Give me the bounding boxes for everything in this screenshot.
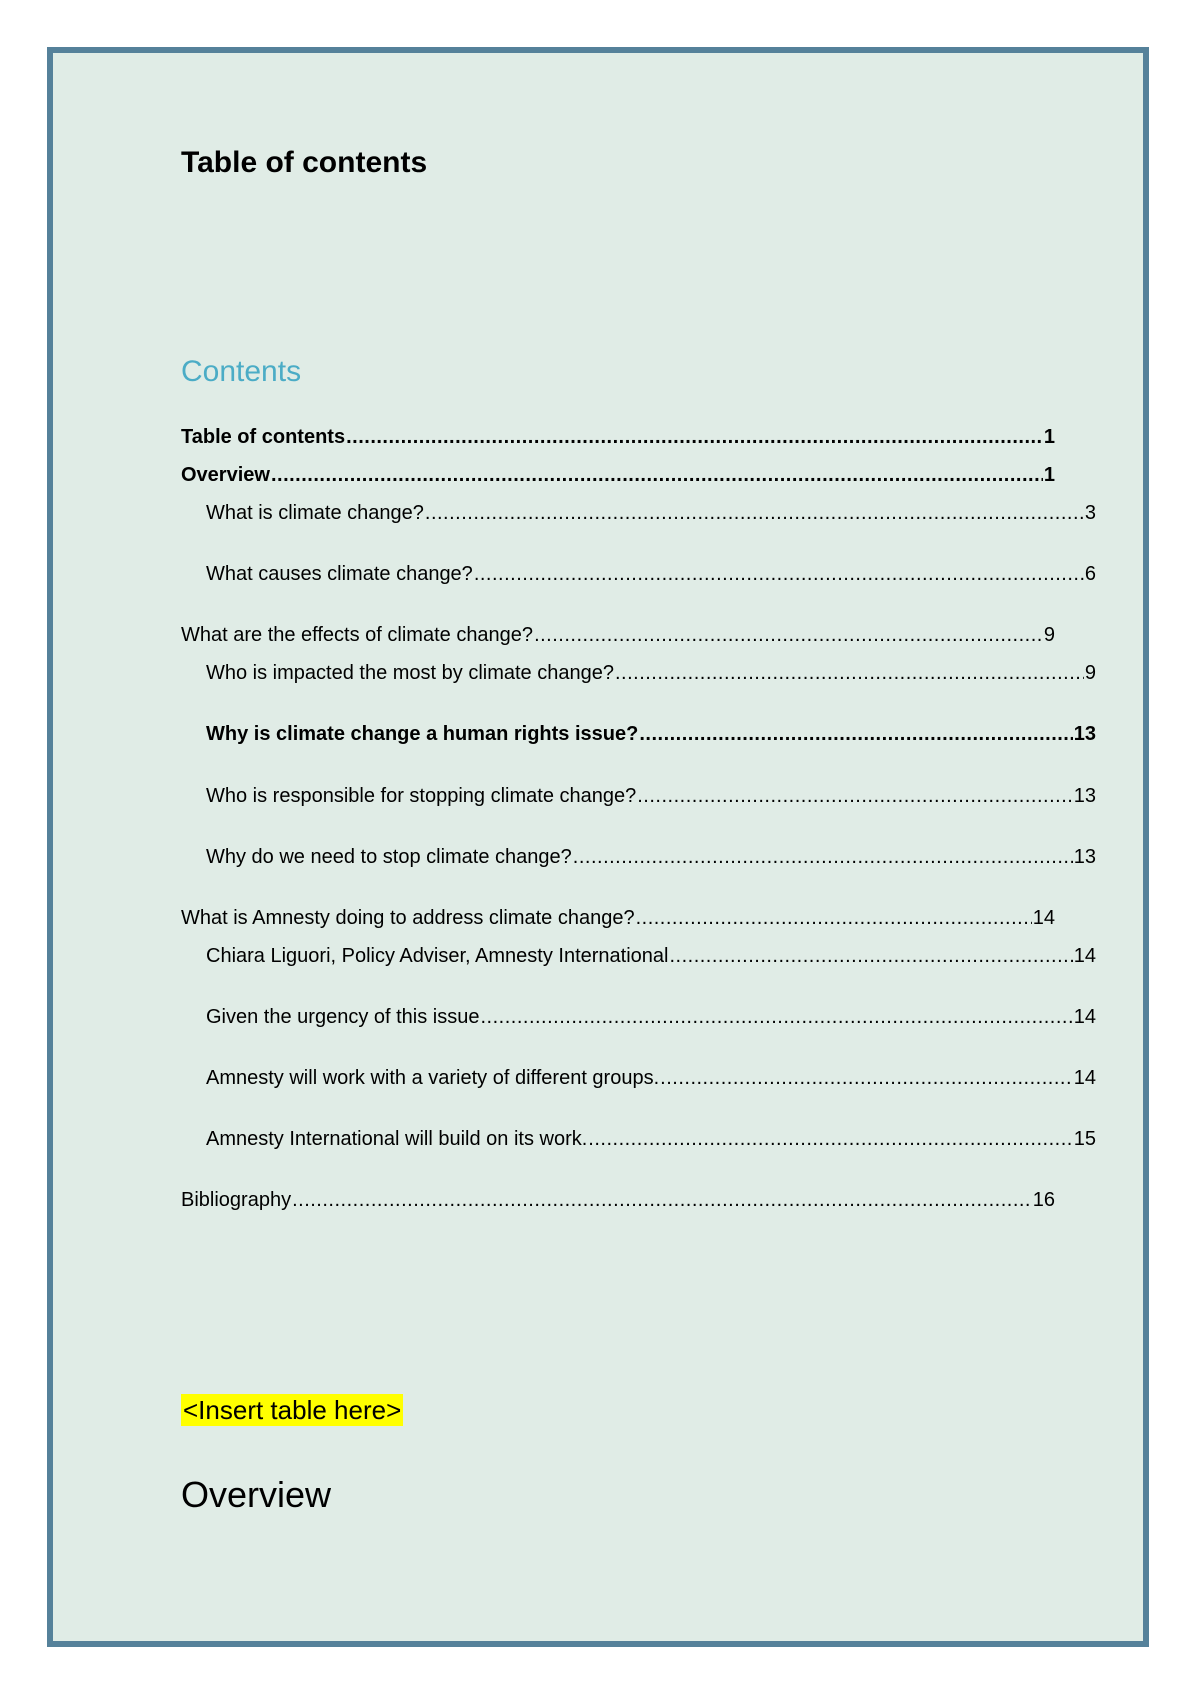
toc-dot-leader (346, 424, 1043, 450)
contents-heading: Contents (181, 355, 302, 388)
toc-entry-urgency[interactable] (206, 1004, 1096, 1030)
toc-entry-label: What causes climate change? (206, 563, 473, 585)
toc-dot-leader (573, 844, 1073, 870)
toc-entry-label: What is Amnesty doing to address climate change? (181, 907, 635, 929)
toc-dot-leader (292, 1187, 1032, 1213)
toc-entry-amnesty-addressing[interactable] (181, 905, 1055, 931)
toc-entry-what-is-climate-change[interactable] (206, 500, 1096, 526)
toc-page-number: 14 (1073, 945, 1096, 967)
toc-page-number: 13 (1073, 785, 1096, 807)
toc-entry-who-is-responsible[interactable] (206, 783, 1096, 809)
toc-entry-human-rights-issue[interactable] (206, 721, 1096, 747)
toc-entry-bibliography[interactable] (181, 1187, 1055, 1213)
toc-entry-build-on-work[interactable] (206, 1126, 1096, 1152)
toc-dot-leader (271, 462, 1043, 488)
toc-entry-table-of-contents[interactable] (181, 424, 1055, 450)
toc-entry-overview[interactable] (181, 462, 1055, 488)
toc-dot-leader (637, 783, 1073, 809)
toc-dot-leader (480, 1004, 1072, 1030)
toc-dot-leader (660, 1065, 1073, 1091)
toc-entry-label: What are the effects of climate change? (181, 624, 534, 646)
insert-table-placeholder: <Insert table here> (183, 1395, 402, 1425)
toc-dot-leader (588, 1126, 1072, 1152)
toc-entry-why-stop-climate-change[interactable] (206, 844, 1096, 870)
toc-entry-label: Who is responsible for stopping climate change? (206, 785, 637, 807)
toc-entry-label: Why do we need to stop climate change? (206, 846, 572, 868)
toc-page-number: 3 (1084, 502, 1096, 524)
toc-page-number: 13 (1073, 846, 1096, 868)
toc-page-number: 9 (1043, 624, 1055, 646)
toc-page-number: 14 (1073, 1067, 1096, 1089)
overview-heading: Overview (181, 1474, 332, 1515)
toc-dot-leader (425, 500, 1084, 526)
toc-entry-label: Who is impacted the most by climate change? (206, 662, 614, 684)
toc-dot-leader (534, 622, 1043, 648)
toc-page-number: 14 (1073, 1006, 1096, 1028)
toc-entry-different-groups[interactable] (206, 1065, 1096, 1091)
toc-dot-leader (669, 943, 1072, 969)
toc-dot-leader (474, 561, 1084, 587)
toc-dot-leader (636, 905, 1032, 931)
toc-entry-label: Table of contents (181, 426, 346, 448)
toc-dot-leader (615, 660, 1084, 686)
toc-page-number: 9 (1084, 662, 1096, 684)
document-title: Table of contents (181, 146, 428, 179)
toc-entry-label: Why is climate change a human rights issue? (206, 723, 639, 745)
toc-entry-label: Amnesty International will build on its work. (206, 1128, 588, 1150)
toc-page-number: 1 (1043, 464, 1055, 486)
toc-page-number: 1 (1043, 426, 1055, 448)
toc-entry-who-is-impacted[interactable] (206, 660, 1096, 686)
toc-page-number: 16 (1032, 1189, 1055, 1211)
toc-entry-label: Amnesty will work with a variety of different groups. (206, 1067, 660, 1089)
toc-entry-label: Overview (181, 464, 270, 486)
toc-page-number: 15 (1073, 1128, 1096, 1150)
toc-page-number: 14 (1032, 907, 1055, 929)
toc-dot-leader (639, 721, 1072, 747)
toc-page-number: 13 (1073, 723, 1096, 745)
toc-page-number: 6 (1084, 563, 1096, 585)
toc-entry-what-causes-climate-change[interactable] (206, 561, 1096, 587)
toc-entry-effects-of-climate-change[interactable] (181, 622, 1055, 648)
toc-entry-label: Bibliography (181, 1189, 292, 1211)
toc-entry-chiara-liguori[interactable] (206, 943, 1096, 969)
toc-entry-label: Chiara Liguori, Policy Adviser, Amnesty International (206, 945, 669, 967)
toc-entry-label: Given the urgency of this issue (206, 1006, 480, 1028)
toc-entry-label: What is climate change? (206, 502, 424, 524)
